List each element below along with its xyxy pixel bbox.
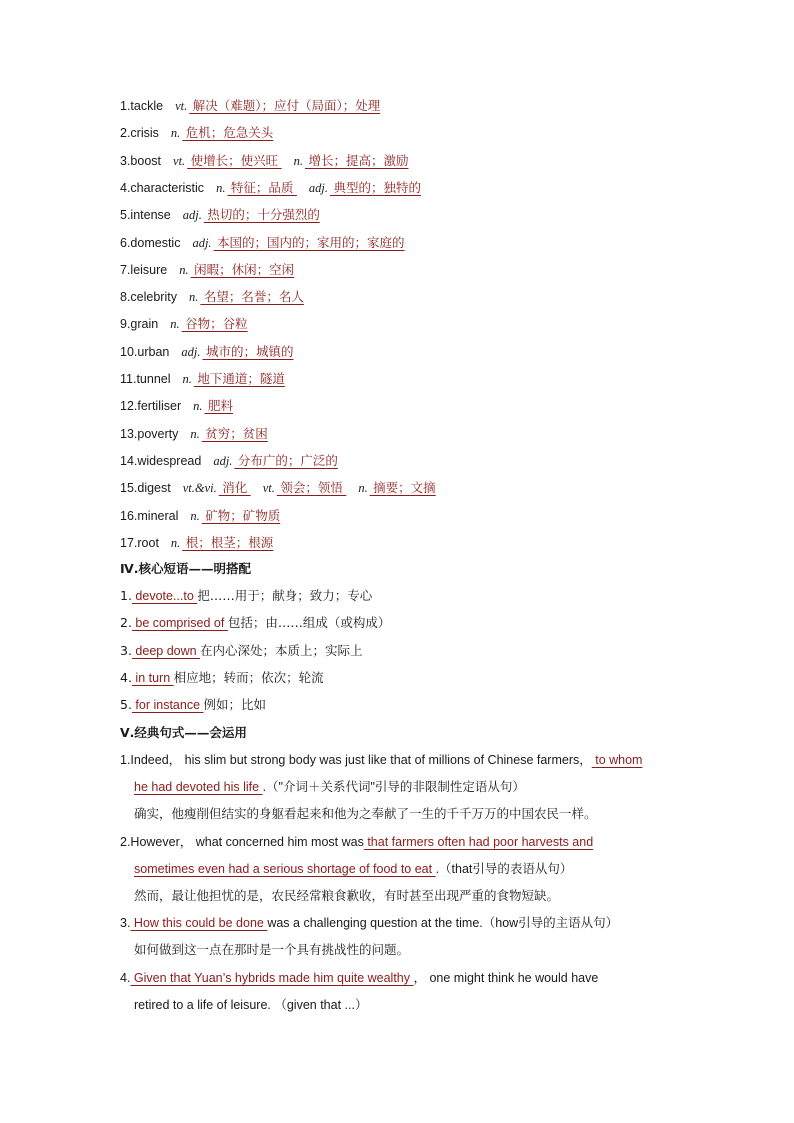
part-of-speech: n. <box>193 399 203 414</box>
part-of-speech: n. <box>170 126 181 141</box>
vocab-answer: 闲暇；休闲；空闲 <box>190 262 295 277</box>
section5-title: Ⅴ.经典句式——会运用 <box>120 725 247 740</box>
vocab-answer: 肥料 <box>204 399 233 414</box>
vocab-definition <box>170 317 247 331</box>
vocab-definition <box>213 454 338 468</box>
phrase-item <box>120 614 390 632</box>
sentence-1-translation: 确实，他瘦削但结实的身躯看起来和他为之奉献了一生的千千万万的中国农民一样。 <box>134 806 597 821</box>
sentence-4-answer: Given that Yuan’s hybrids made him quite wealthy <box>130 971 414 985</box>
vocab-word: 5.intense <box>120 208 171 223</box>
sentence-4-line-1 <box>120 969 598 987</box>
part-of-speech: n. <box>293 153 303 168</box>
vocab-item <box>120 315 248 333</box>
sentence-1-prefix: 1.Indeed， his slim but strong body was just like that of millions of Chinese farmers， <box>120 753 592 767</box>
sentence-4-line-2: retired to a life of leisure. （given that ...） <box>134 998 368 1012</box>
vocab-definition <box>171 126 273 140</box>
phrase-answer: devote...to <box>131 589 198 603</box>
vocab-word: 3.boost <box>120 153 162 168</box>
part-of-speech: n. <box>170 535 181 550</box>
sentence-1-answer-a: to whom <box>591 753 643 767</box>
vocab-item <box>120 179 421 197</box>
vocab-answer: 消化 <box>218 481 251 496</box>
vocab-definition <box>358 481 435 495</box>
vocab-answer: 领会；领悟 <box>276 481 347 496</box>
vocab-item <box>120 507 280 525</box>
sentence-4-continuation: ， one might think he would have <box>413 971 599 985</box>
phrase-number: 2. <box>120 615 132 631</box>
vocab-answer: 本国的；国内的；家用的；家庭的 <box>213 235 405 250</box>
vocab-answer: 地下通道；隧道 <box>193 372 285 386</box>
vocab-answer: 解决（难题）；应付（局面）；处理 <box>189 99 381 113</box>
vocab-answer: 危机；危急关头 <box>182 126 274 141</box>
vocab-definition <box>190 509 280 523</box>
phrase-item <box>120 669 324 687</box>
vocab-word: 1.tackle <box>120 99 164 113</box>
vocab-answer: 典型的；独特的 <box>330 180 421 195</box>
vocab-answer: 矿物；矿物质 <box>201 508 281 523</box>
vocab-word: 10.urban <box>120 344 170 359</box>
vocab-word: 16.mineral <box>120 508 179 523</box>
vocab-definition <box>294 154 409 168</box>
phrase-meaning: 在内心深处；本质上；实际上 <box>200 642 363 658</box>
phrase-item <box>120 587 372 605</box>
sentence-4-prefix: 4. <box>120 971 131 985</box>
part-of-speech: vt.&vi. <box>182 481 217 496</box>
vocab-word: 4.characteristic <box>120 180 205 195</box>
phrase-answer: in turn <box>131 670 174 685</box>
part-of-speech: n. <box>358 481 368 496</box>
sentence-2-answer-a: that farmers often had poor harvests and <box>363 835 594 849</box>
vocab-answer: 摘要；文摘 <box>369 481 436 496</box>
part-of-speech: n. <box>190 426 200 441</box>
vocab-definition <box>179 263 294 277</box>
vocab-word: 15.digest <box>120 481 171 496</box>
vocab-definition <box>309 181 421 195</box>
vocab-definition <box>192 236 404 250</box>
vocab-item <box>120 97 380 115</box>
vocab-definition <box>263 481 347 495</box>
vocab-item <box>120 261 294 279</box>
vocab-word: 2.crisis <box>120 126 159 141</box>
sentence-2-line-2 <box>134 860 572 878</box>
sentence-1-answer-b: he had devoted his life <box>134 780 263 794</box>
vocab-answer: 热切的；十分强烈的 <box>203 208 320 223</box>
vocab-answer: 贫穷；贫困 <box>201 426 268 441</box>
vocab-item <box>120 152 408 170</box>
sentence-1-note: .（"介词＋关系代词"引导的非限制性定语从句） <box>262 780 525 794</box>
part-of-speech: adj. <box>182 208 202 223</box>
part-of-speech: n. <box>188 290 199 305</box>
part-of-speech: n. <box>190 508 200 523</box>
vocab-answer: 谷物；谷粒 <box>181 317 248 332</box>
part-of-speech: n. <box>170 317 180 332</box>
vocab-item <box>120 425 268 443</box>
vocab-answer: 分布广的；广泛的 <box>234 453 338 468</box>
sentence-3-translation: 如何做到这一点在那时是一个具有挑战性的问题。 <box>134 942 410 957</box>
section4-title: Ⅳ.核心短语——明搭配 <box>120 561 251 576</box>
vocab-answer: 特征；品质 <box>227 180 297 195</box>
part-of-speech: n. <box>179 262 189 277</box>
phrase-number: 3. <box>120 642 132 658</box>
part-of-speech: adj. <box>308 180 328 195</box>
vocab-answer: 增长；提高；激励 <box>305 153 409 168</box>
sentence-2-line-1 <box>120 833 593 851</box>
vocab-word: 6.domestic <box>120 235 181 250</box>
vocab-word: 7.leisure <box>120 262 168 277</box>
vocab-definition <box>183 372 285 386</box>
sentence-3-line-1 <box>120 914 618 932</box>
vocab-word: 11.tunnel <box>120 372 171 386</box>
vocab-definition <box>193 399 233 413</box>
vocab-answer: 名望；名誉；名人 <box>200 290 304 305</box>
vocab-definition <box>183 208 320 222</box>
vocab-definition <box>190 427 267 441</box>
vocab-item <box>120 206 320 224</box>
vocab-word: 8.celebrity <box>120 290 177 305</box>
phrase-number: 4. <box>120 669 132 685</box>
part-of-speech: adj. <box>181 344 201 359</box>
vocab-item <box>120 234 405 252</box>
vocab-item <box>120 124 273 142</box>
sentence-2-prefix: 2.However， what concerned him most was <box>120 835 364 849</box>
part-of-speech: n. <box>182 372 192 386</box>
vocab-answer: 使增长；使兴旺 <box>187 153 282 168</box>
phrase-item <box>120 642 363 660</box>
sentence-2-note: .（that引导的表语从句） <box>435 862 573 876</box>
vocab-definition <box>183 481 251 495</box>
vocab-word: 14.widespread <box>120 453 202 468</box>
vocab-definition <box>171 536 273 550</box>
vocab-item <box>120 452 338 470</box>
vocab-item <box>120 288 304 306</box>
phrase-meaning: 包括；由……组成（或构成） <box>227 615 391 631</box>
vocab-item <box>120 534 273 552</box>
phrase-meaning: 把……用于；献身；致力；专心 <box>197 588 373 603</box>
vocab-item <box>120 397 233 415</box>
sentence-3-prefix: 3. <box>120 916 131 930</box>
phrase-item <box>120 696 266 714</box>
vocab-item <box>120 343 293 361</box>
phrase-meaning: 相应地；转而；依次；轮流 <box>173 669 324 685</box>
part-of-speech: adj. <box>192 235 212 250</box>
phrase-number: 5. <box>120 697 132 713</box>
vocab-definition <box>175 99 380 113</box>
vocab-answer: 根；根茎；根源 <box>182 535 274 550</box>
part-of-speech: vt. <box>175 99 188 113</box>
vocab-word: 13.poverty <box>120 426 179 441</box>
sentence-1-line-2 <box>134 778 525 796</box>
part-of-speech: vt. <box>262 481 275 496</box>
phrase-meaning: 例如；比如 <box>203 697 267 713</box>
vocab-item <box>120 370 285 388</box>
sentence-1-line-1 <box>120 751 642 769</box>
vocab-word: 17.root <box>120 535 159 550</box>
vocab-definition <box>173 154 282 168</box>
vocab-definition <box>216 181 297 195</box>
vocab-answer: 城市的；城镇的 <box>202 344 294 359</box>
vocab-definition <box>181 345 293 359</box>
phrase-answer: be comprised of <box>131 616 228 631</box>
sentence-2-answer-b: sometimes even had a serious shortage of food to eat <box>134 862 436 876</box>
part-of-speech: vt. <box>173 153 186 168</box>
sentence-2-translation: 然而，最让他担忧的是，农民经常粮食歉收，有时甚至出现严重的食物短缺。 <box>134 888 560 903</box>
vocab-item <box>120 479 436 497</box>
vocab-word: 12.fertiliser <box>120 399 182 414</box>
part-of-speech: adj. <box>213 453 233 468</box>
vocab-word: 9.grain <box>120 317 159 332</box>
phrase-number: 1. <box>120 588 132 603</box>
sentence-3-answer: How this could be done <box>130 916 268 930</box>
part-of-speech: n. <box>216 180 226 195</box>
phrase-answer: for instance <box>131 698 204 713</box>
phrase-answer: deep down <box>131 643 201 658</box>
vocab-definition <box>189 290 304 304</box>
sentence-3-note: was a challenging question at the time.（how引导的主语从句） <box>267 916 619 930</box>
